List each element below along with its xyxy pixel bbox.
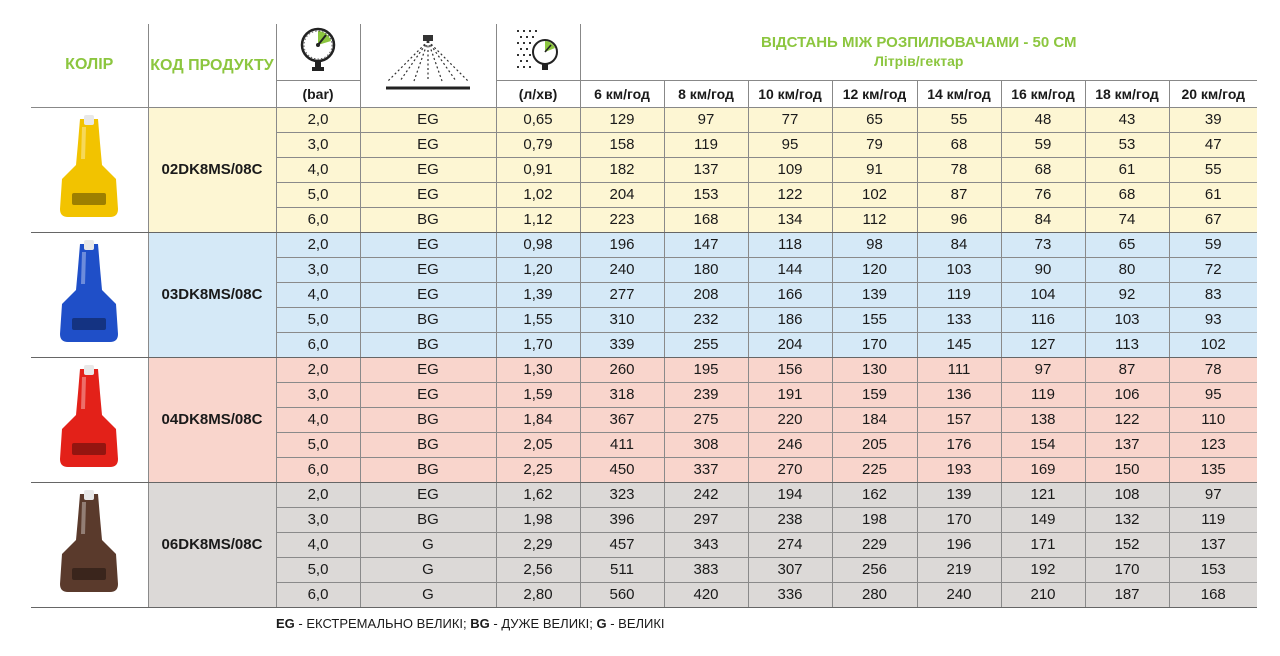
rate-cell: 457 <box>580 532 664 557</box>
rate-cell: 156 <box>748 357 832 382</box>
rate-cell: 339 <box>580 332 664 357</box>
color-column-header: КОЛІР <box>31 24 148 107</box>
rate-cell: 77 <box>748 107 832 132</box>
table-row <box>31 357 1257 382</box>
rate-cell: 119 <box>917 282 1001 307</box>
rate-cell: 73 <box>1001 232 1085 257</box>
rate-cell: 318 <box>580 382 664 407</box>
flow-cell: 0,79 <box>496 132 580 157</box>
rate-cell: 139 <box>917 482 1001 507</box>
rate-cell: 256 <box>832 557 917 582</box>
rate-cell: 67 <box>1169 207 1257 232</box>
nozzle-icon <box>54 113 124 223</box>
speed-header-1: 8 км/год <box>664 80 748 107</box>
legend <box>276 616 665 631</box>
nozzle-color-swatch <box>31 357 148 482</box>
rate-cell: 239 <box>664 382 748 407</box>
nozzle-application-rate-table <box>31 24 1257 608</box>
rate-cell: 91 <box>832 157 917 182</box>
rate-cell: 240 <box>917 582 1001 607</box>
rate-cell: 255 <box>664 332 748 357</box>
flow-cell: 2,80 <box>496 582 580 607</box>
rate-cell: 157 <box>917 407 1001 432</box>
rate-cell: 310 <box>580 307 664 332</box>
rate-cell: 43 <box>1085 107 1169 132</box>
nozzle-color-swatch <box>31 107 148 232</box>
rate-cell: 122 <box>748 182 832 207</box>
pressure-cell: 3,0 <box>276 132 360 157</box>
rate-cell: 176 <box>917 432 1001 457</box>
rate-cell: 170 <box>1085 557 1169 582</box>
rate-cell: 274 <box>748 532 832 557</box>
rate-cell: 92 <box>1085 282 1169 307</box>
rate-cell: 122 <box>1085 407 1169 432</box>
rate-cell: 65 <box>832 107 917 132</box>
table-row <box>31 232 1257 257</box>
rate-cell: 297 <box>664 507 748 532</box>
pressure-gauge-icon <box>298 27 338 73</box>
rate-cell: 138 <box>1001 407 1085 432</box>
product-code: 06DK8MS/08C <box>148 482 276 607</box>
rate-cell: 204 <box>580 182 664 207</box>
rate-cell: 96 <box>917 207 1001 232</box>
rate-cell: 129 <box>580 107 664 132</box>
flow-cell: 0,98 <box>496 232 580 257</box>
rate-cell: 121 <box>1001 482 1085 507</box>
table-row <box>31 107 1257 132</box>
rate-cell: 59 <box>1001 132 1085 157</box>
rate-cell: 275 <box>664 407 748 432</box>
rate-cell: 198 <box>832 507 917 532</box>
droplet-size-cell: BG <box>360 507 496 532</box>
rate-cell: 232 <box>664 307 748 332</box>
flow-cell: 2,25 <box>496 457 580 482</box>
rate-cell: 308 <box>664 432 748 457</box>
rate-cell: 113 <box>1085 332 1169 357</box>
rate-cell: 133 <box>917 307 1001 332</box>
pressure-cell: 3,0 <box>276 507 360 532</box>
rate-cell: 39 <box>1169 107 1257 132</box>
rate-cell: 194 <box>748 482 832 507</box>
flow-cell: 1,98 <box>496 507 580 532</box>
rate-cell: 193 <box>917 457 1001 482</box>
rate-cell: 111 <box>917 357 1001 382</box>
rate-cell: 68 <box>1001 157 1085 182</box>
rate-cell: 116 <box>1001 307 1085 332</box>
pressure-cell: 2,0 <box>276 232 360 257</box>
product-code: 02DK8MS/08C <box>148 107 276 232</box>
rate-cell: 119 <box>664 132 748 157</box>
rate-cell: 130 <box>832 357 917 382</box>
nozzle-color-swatch <box>31 232 148 357</box>
droplet-size-cell: BG <box>360 332 496 357</box>
pressure-cell: 6,0 <box>276 207 360 232</box>
rate-cell: 186 <box>748 307 832 332</box>
rate-cell: 59 <box>1169 232 1257 257</box>
rate-cell: 136 <box>917 382 1001 407</box>
speed-header-2: 10 км/год <box>748 80 832 107</box>
rate-cell: 78 <box>1169 357 1257 382</box>
rate-cell: 90 <box>1001 257 1085 282</box>
rate-cell: 229 <box>832 532 917 557</box>
rate-cell: 79 <box>832 132 917 157</box>
flow-cell: 2,05 <box>496 432 580 457</box>
pressure-cell: 2,0 <box>276 107 360 132</box>
rate-cell: 104 <box>1001 282 1085 307</box>
pressure-cell: 5,0 <box>276 432 360 457</box>
rate-cell: 166 <box>748 282 832 307</box>
pressure-cell: 2,0 <box>276 482 360 507</box>
droplet-size-cell: EG <box>360 132 496 157</box>
rate-cell: 195 <box>664 357 748 382</box>
droplet-size-cell: EG <box>360 357 496 382</box>
rate-cell: 260 <box>580 357 664 382</box>
rate-cell: 411 <box>580 432 664 457</box>
speed-header-0: 6 км/год <box>580 80 664 107</box>
rate-cell: 182 <box>580 157 664 182</box>
rate-cell: 48 <box>1001 107 1085 132</box>
rate-cell: 109 <box>748 157 832 182</box>
rate-cell: 208 <box>664 282 748 307</box>
droplet-size-cell: BG <box>360 457 496 482</box>
rate-cell: 97 <box>1001 357 1085 382</box>
droplet-size-cell: G <box>360 532 496 557</box>
rate-cell: 137 <box>664 157 748 182</box>
legend-bg-text: - ДУЖЕ ВЕЛИКІ; <box>489 616 597 631</box>
flow-cell: 1,62 <box>496 482 580 507</box>
legend-g-text: - ВЕЛИКІ <box>606 616 665 631</box>
flow-cell: 1,84 <box>496 407 580 432</box>
rate-cell: 65 <box>1085 232 1169 257</box>
nozzle-icon <box>54 488 124 598</box>
rate-cell: 238 <box>748 507 832 532</box>
rate-cell: 93 <box>1169 307 1257 332</box>
spray-pattern-icon <box>386 33 470 93</box>
rate-cell: 168 <box>1169 582 1257 607</box>
rate-cell: 154 <box>1001 432 1085 457</box>
rate-cell: 180 <box>664 257 748 282</box>
product-code: 04DK8MS/08C <box>148 357 276 482</box>
droplet-size-cell: EG <box>360 257 496 282</box>
flow-cell: 2,56 <box>496 557 580 582</box>
rate-cell: 72 <box>1169 257 1257 282</box>
rate-cell: 511 <box>580 557 664 582</box>
rate-cell: 76 <box>1001 182 1085 207</box>
rate-cell: 137 <box>1169 532 1257 557</box>
rate-cell: 196 <box>917 532 1001 557</box>
rate-cell: 78 <box>917 157 1001 182</box>
spray-pattern-header <box>360 24 496 107</box>
speed-header-4: 14 км/год <box>917 80 1001 107</box>
rate-cell: 191 <box>748 382 832 407</box>
pressure-cell: 2,0 <box>276 357 360 382</box>
pressure-cell: 5,0 <box>276 182 360 207</box>
rate-cell: 205 <box>832 432 917 457</box>
droplet-size-cell: EG <box>360 232 496 257</box>
flow-cell: 2,29 <box>496 532 580 557</box>
flow-cell: 1,30 <box>496 357 580 382</box>
rate-cell: 103 <box>1085 307 1169 332</box>
rate-cell: 450 <box>580 457 664 482</box>
flow-cell: 0,65 <box>496 107 580 132</box>
droplet-size-cell: EG <box>360 107 496 132</box>
distance-header <box>580 24 1257 80</box>
rate-cell: 98 <box>832 232 917 257</box>
rate-cell: 139 <box>832 282 917 307</box>
nozzle-icon <box>54 238 124 348</box>
rate-cell: 153 <box>1169 557 1257 582</box>
droplet-size-cell: G <box>360 582 496 607</box>
rate-cell: 102 <box>832 182 917 207</box>
rate-cell: 106 <box>1085 382 1169 407</box>
rate-cell: 84 <box>1001 207 1085 232</box>
flow-cell: 1,20 <box>496 257 580 282</box>
nozzle-icon <box>54 363 124 473</box>
rate-cell: 135 <box>1169 457 1257 482</box>
pressure-cell: 3,0 <box>276 382 360 407</box>
flow-cell: 1,39 <box>496 282 580 307</box>
rate-cell: 102 <box>1169 332 1257 357</box>
rate-cell: 155 <box>832 307 917 332</box>
pressure-cell: 6,0 <box>276 332 360 357</box>
rate-cell: 204 <box>748 332 832 357</box>
rate-cell: 47 <box>1169 132 1257 157</box>
pressure-cell: 3,0 <box>276 257 360 282</box>
flow-meter-icon <box>515 28 561 72</box>
rate-cell: 83 <box>1169 282 1257 307</box>
rate-cell: 80 <box>1085 257 1169 282</box>
flow-cell: 0,91 <box>496 157 580 182</box>
rate-cell: 97 <box>664 107 748 132</box>
rate-cell: 383 <box>664 557 748 582</box>
table-row <box>31 482 1257 507</box>
rate-cell: 420 <box>664 582 748 607</box>
side-edge-mark <box>1266 22 1280 82</box>
rate-cell: 171 <box>1001 532 1085 557</box>
rate-cell: 219 <box>917 557 1001 582</box>
rate-cell: 196 <box>580 232 664 257</box>
distance-subtitle: Літрів/гектар <box>874 52 964 69</box>
rate-cell: 184 <box>832 407 917 432</box>
speed-header-7: 20 км/год <box>1169 80 1257 107</box>
rate-cell: 220 <box>748 407 832 432</box>
pressure-cell: 6,0 <box>276 582 360 607</box>
rate-cell: 112 <box>832 207 917 232</box>
rate-cell: 162 <box>832 482 917 507</box>
rate-cell: 68 <box>917 132 1001 157</box>
droplet-size-cell: BG <box>360 432 496 457</box>
droplet-size-cell: BG <box>360 207 496 232</box>
rate-cell: 210 <box>1001 582 1085 607</box>
speed-header-6: 18 км/год <box>1085 80 1169 107</box>
rate-cell: 97 <box>1169 482 1257 507</box>
rate-cell: 68 <box>1085 182 1169 207</box>
pressure-cell: 4,0 <box>276 407 360 432</box>
legend-g-code: G <box>596 616 607 631</box>
pressure-cell: 4,0 <box>276 532 360 557</box>
rate-cell: 242 <box>664 482 748 507</box>
legend-eg-code: EG <box>276 616 295 631</box>
droplet-size-cell: EG <box>360 157 496 182</box>
rate-cell: 108 <box>1085 482 1169 507</box>
rate-cell: 110 <box>1169 407 1257 432</box>
rate-cell: 120 <box>832 257 917 282</box>
rate-cell: 61 <box>1085 157 1169 182</box>
pressure-cell: 5,0 <box>276 557 360 582</box>
rate-cell: 123 <box>1169 432 1257 457</box>
rate-cell: 223 <box>580 207 664 232</box>
rate-cell: 87 <box>1085 357 1169 382</box>
distance-title: ВІДСТАНЬ МІЖ РОЗПИЛЮВАЧАМИ - 50 СМ <box>761 33 1077 51</box>
rate-cell: 396 <box>580 507 664 532</box>
rate-cell: 152 <box>1085 532 1169 557</box>
rate-cell: 103 <box>917 257 1001 282</box>
rate-cell: 55 <box>917 107 1001 132</box>
rate-cell: 225 <box>832 457 917 482</box>
droplet-size-cell: EG <box>360 182 496 207</box>
rate-cell: 132 <box>1085 507 1169 532</box>
rate-cell: 127 <box>1001 332 1085 357</box>
flow-header <box>496 24 580 80</box>
rate-cell: 55 <box>1169 157 1257 182</box>
rate-cell: 270 <box>748 457 832 482</box>
rate-cell: 169 <box>1001 457 1085 482</box>
rate-cell: 192 <box>1001 557 1085 582</box>
rate-cell: 367 <box>580 407 664 432</box>
rate-cell: 119 <box>1001 382 1085 407</box>
flow-cell: 1,02 <box>496 182 580 207</box>
rate-cell: 187 <box>1085 582 1169 607</box>
rate-cell: 277 <box>580 282 664 307</box>
rate-cell: 149 <box>1001 507 1085 532</box>
pressure-header <box>276 24 360 80</box>
droplet-size-cell: EG <box>360 382 496 407</box>
flow-cell: 1,12 <box>496 207 580 232</box>
pressure-cell: 6,0 <box>276 457 360 482</box>
droplet-size-cell: BG <box>360 407 496 432</box>
rate-cell: 159 <box>832 382 917 407</box>
rate-cell: 280 <box>832 582 917 607</box>
speed-header-3: 12 км/год <box>832 80 917 107</box>
rate-cell: 153 <box>664 182 748 207</box>
product-code-column-header: КОД ПРОДУКТУ <box>148 24 276 107</box>
rate-cell: 144 <box>748 257 832 282</box>
nozzle-color-swatch <box>31 482 148 607</box>
rate-cell: 560 <box>580 582 664 607</box>
flow-cell: 1,55 <box>496 307 580 332</box>
rate-cell: 246 <box>748 432 832 457</box>
rate-cell: 170 <box>917 507 1001 532</box>
rate-cell: 74 <box>1085 207 1169 232</box>
rate-cell: 147 <box>664 232 748 257</box>
flow-cell: 1,59 <box>496 382 580 407</box>
droplet-size-cell: EG <box>360 282 496 307</box>
rate-cell: 119 <box>1169 507 1257 532</box>
speed-header-5: 16 км/год <box>1001 80 1085 107</box>
legend-bg-code: BG <box>470 616 490 631</box>
rate-cell: 323 <box>580 482 664 507</box>
rate-cell: 87 <box>917 182 1001 207</box>
droplet-size-cell: BG <box>360 307 496 332</box>
droplet-size-cell: G <box>360 557 496 582</box>
rate-cell: 134 <box>748 207 832 232</box>
droplet-size-cell: EG <box>360 482 496 507</box>
rate-cell: 95 <box>1169 382 1257 407</box>
rate-cell: 95 <box>748 132 832 157</box>
rate-cell: 84 <box>917 232 1001 257</box>
rate-cell: 150 <box>1085 457 1169 482</box>
rate-cell: 145 <box>917 332 1001 357</box>
rate-cell: 307 <box>748 557 832 582</box>
rate-cell: 343 <box>664 532 748 557</box>
rate-cell: 158 <box>580 132 664 157</box>
rate-cell: 337 <box>664 457 748 482</box>
rate-cell: 118 <box>748 232 832 257</box>
flow-cell: 1,70 <box>496 332 580 357</box>
rate-cell: 61 <box>1169 182 1257 207</box>
rate-cell: 336 <box>748 582 832 607</box>
rate-cell: 137 <box>1085 432 1169 457</box>
pressure-cell: 5,0 <box>276 307 360 332</box>
rate-cell: 168 <box>664 207 748 232</box>
flow-unit-header: (л/хв) <box>496 80 580 107</box>
rate-cell: 53 <box>1085 132 1169 157</box>
pressure-cell: 4,0 <box>276 157 360 182</box>
rate-cell: 240 <box>580 257 664 282</box>
product-code: 03DK8MS/08C <box>148 232 276 357</box>
pressure-unit-header: (bar) <box>276 80 360 107</box>
pressure-cell: 4,0 <box>276 282 360 307</box>
legend-eg-text: - ЕКСТРЕМАЛЬНО ВЕЛИКІ; <box>294 616 471 631</box>
rate-cell: 170 <box>832 332 917 357</box>
